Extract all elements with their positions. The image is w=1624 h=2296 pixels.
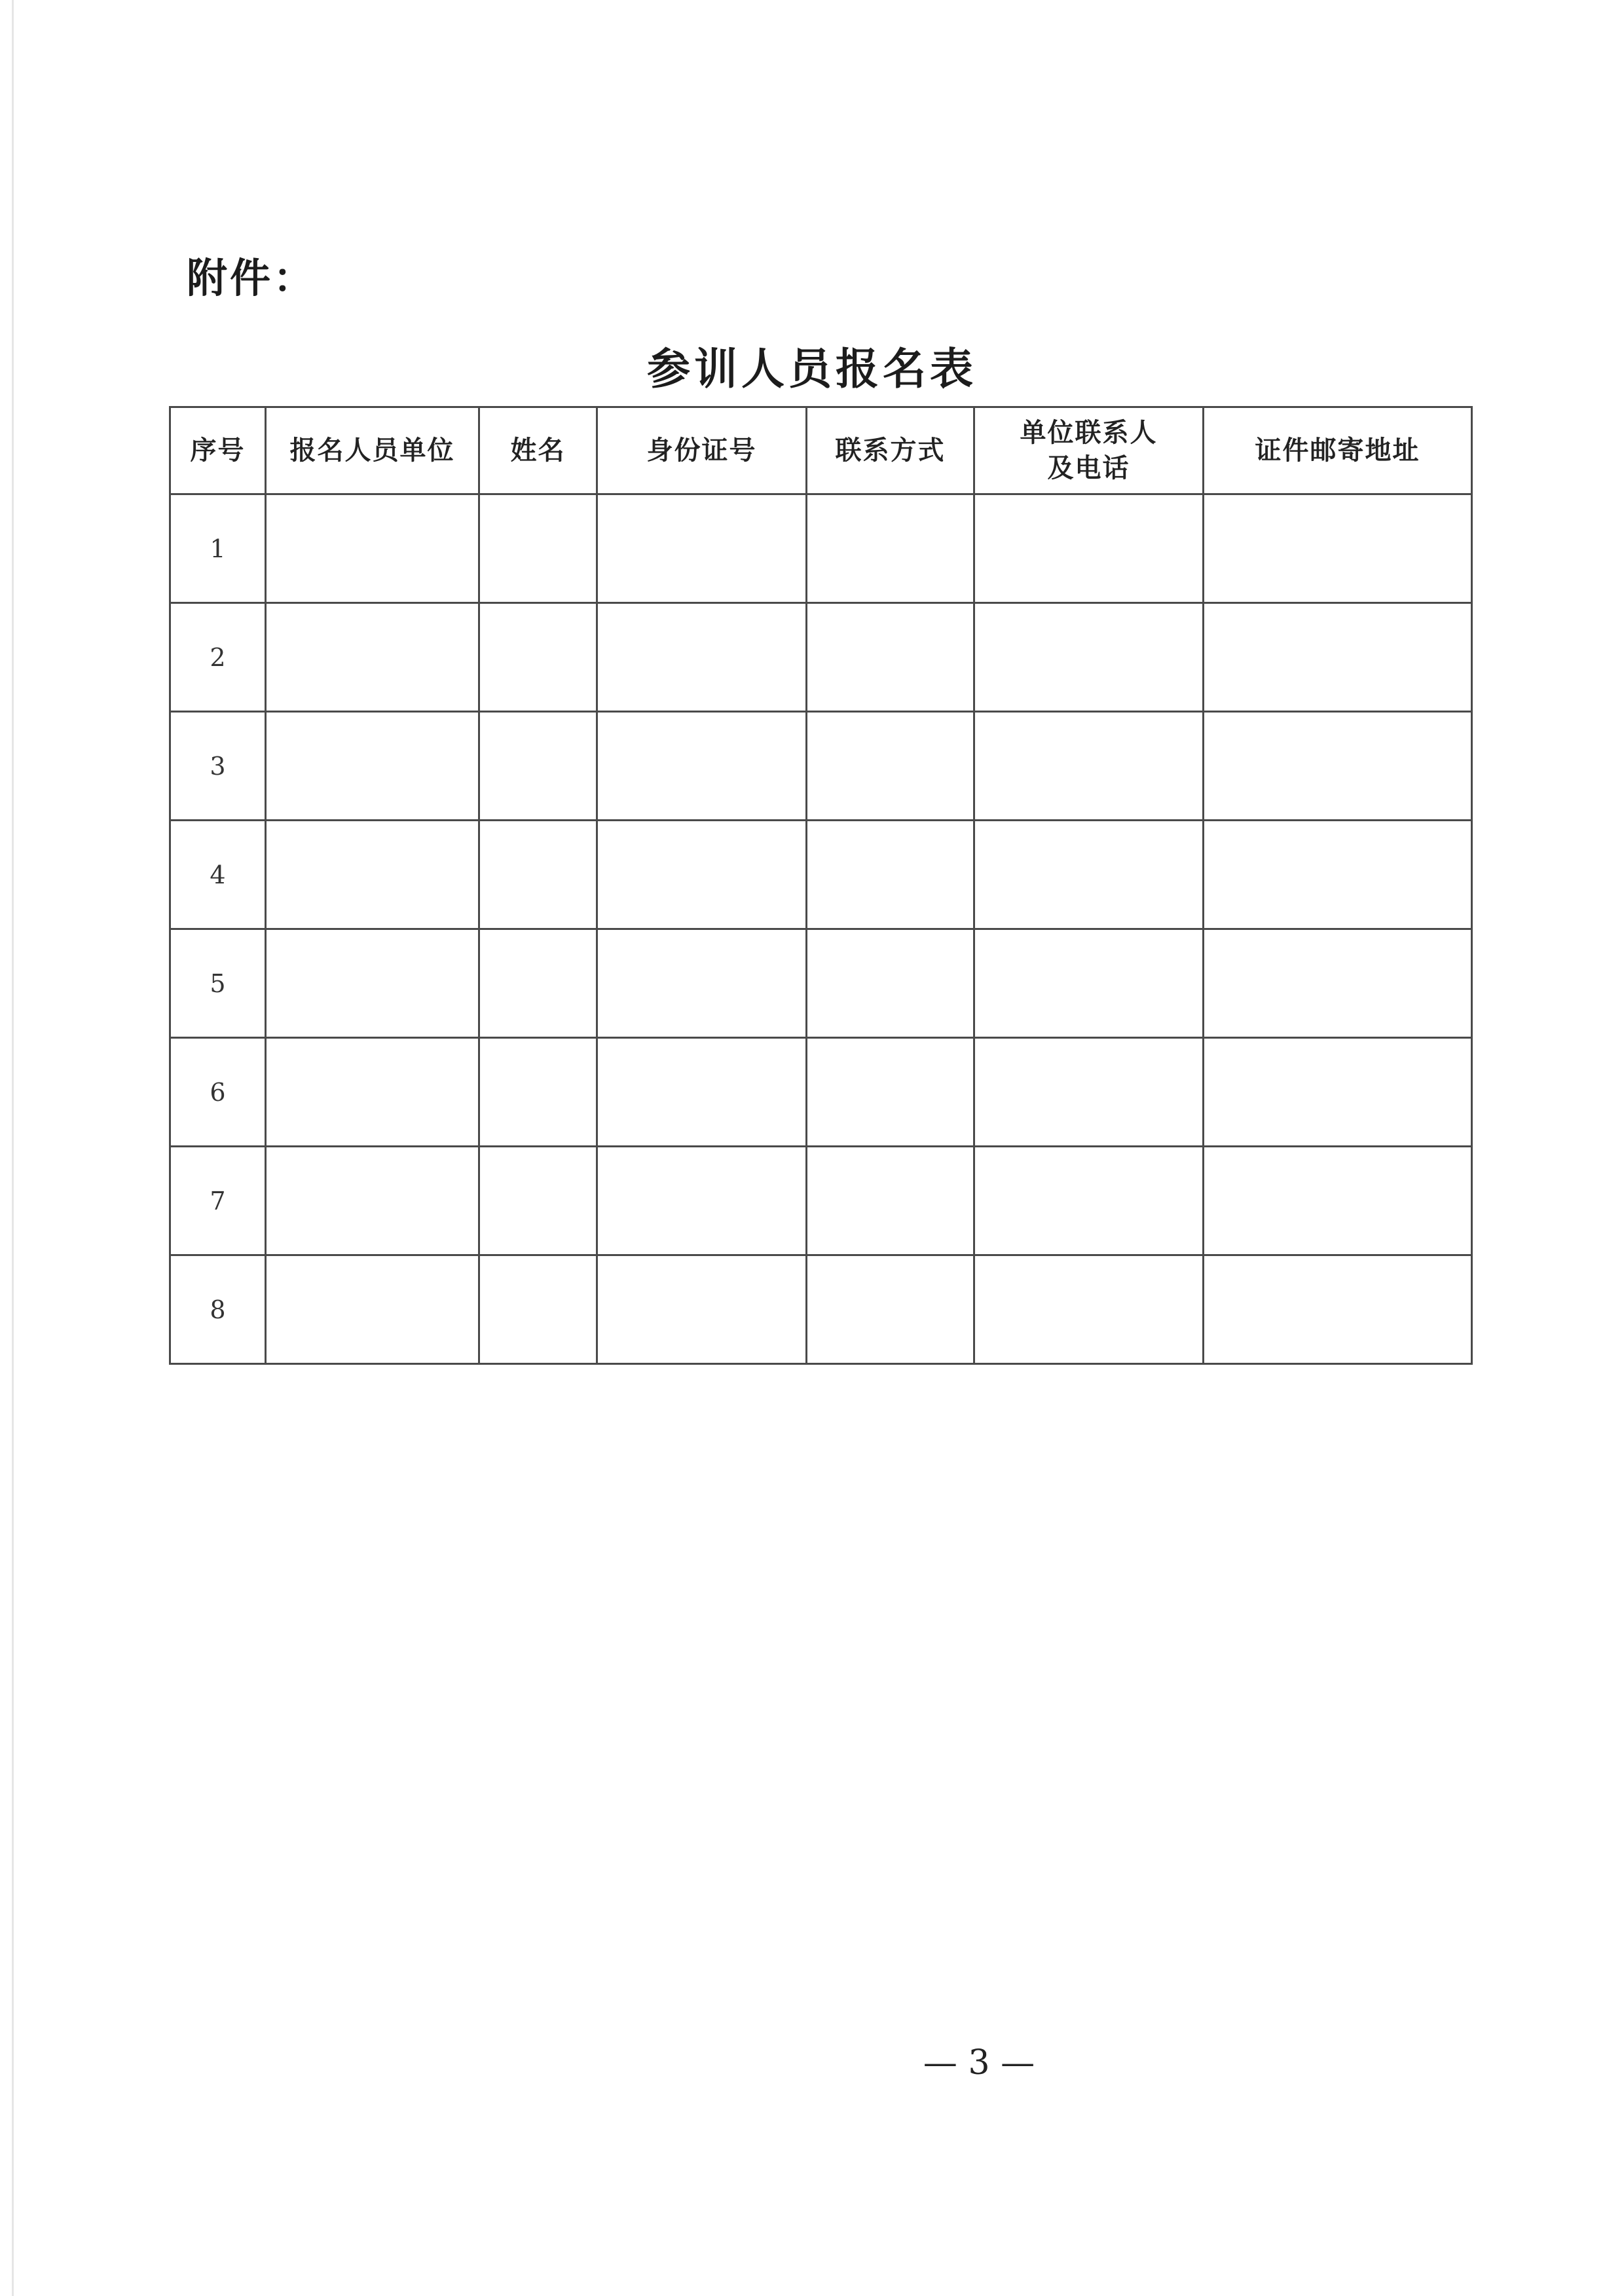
table-row: [170, 1255, 1472, 1364]
contact-cell[interactable]: [807, 929, 974, 1038]
mailing-address-cell[interactable]: [1204, 821, 1472, 929]
id-number-cell[interactable]: [597, 603, 807, 712]
table-row: [170, 821, 1472, 929]
row-index-cell: 3: [170, 712, 266, 821]
contact-cell[interactable]: [807, 821, 974, 929]
unit-contact-cell[interactable]: [974, 821, 1204, 929]
unit-contact-cell[interactable]: [974, 712, 1204, 821]
mailing-address-cell[interactable]: [1204, 929, 1472, 1038]
row-index-cell: 4: [170, 821, 266, 929]
table-row: [170, 494, 1472, 603]
contact-cell[interactable]: [807, 1147, 974, 1255]
id-number-cell[interactable]: [597, 494, 807, 603]
name-cell[interactable]: [479, 821, 597, 929]
mailing-address-cell[interactable]: [1204, 494, 1472, 603]
mailing-address-cell[interactable]: [1204, 603, 1472, 712]
name-cell[interactable]: [479, 494, 597, 603]
name-cell[interactable]: [479, 603, 597, 712]
unit-contact-cell[interactable]: [974, 1255, 1204, 1364]
table-row: [170, 929, 1472, 1038]
name-cell[interactable]: [479, 929, 597, 1038]
name-cell[interactable]: [479, 1147, 597, 1255]
unit-contact-cell[interactable]: [974, 1038, 1204, 1147]
header-line: 报名人员单位: [289, 435, 455, 466]
id-number-cell[interactable]: [597, 821, 807, 929]
row-index-cell: 7: [170, 1147, 266, 1255]
name-cell[interactable]: [479, 712, 597, 821]
table-row: [170, 1038, 1472, 1147]
id-number-cell[interactable]: [597, 1038, 807, 1147]
header-index: [170, 407, 266, 494]
header-line: 序号: [190, 435, 246, 466]
header-contact: [807, 407, 974, 494]
contact-cell[interactable]: [807, 603, 974, 712]
mailing-address-cell[interactable]: [1204, 1038, 1472, 1147]
id-number-cell[interactable]: [597, 1147, 807, 1255]
page-number: — 3 —: [923, 2043, 1035, 2083]
name-cell[interactable]: [479, 1255, 597, 1364]
contact-cell[interactable]: [807, 1038, 974, 1147]
header-unit-contact: [974, 407, 1204, 494]
header-line: 姓名: [510, 435, 566, 466]
mailing-address-cell[interactable]: [1204, 1147, 1472, 1255]
unit-cell[interactable]: [266, 929, 479, 1038]
unit-cell[interactable]: [266, 1038, 479, 1147]
unit-cell[interactable]: [266, 821, 479, 929]
header-line: 身份证号: [646, 435, 757, 466]
mailing-address-cell[interactable]: [1204, 712, 1472, 821]
header-line: 及电话: [1047, 453, 1130, 483]
unit-cell[interactable]: [266, 1147, 479, 1255]
unit-cell[interactable]: [266, 603, 479, 712]
header-line: 联系方式: [835, 435, 946, 466]
unit-cell[interactable]: [266, 1255, 479, 1364]
contact-cell[interactable]: [807, 494, 974, 603]
registration-table: [169, 406, 1473, 1365]
row-index-cell: 2: [170, 603, 266, 712]
table-row: [170, 603, 1472, 712]
header-name: [479, 407, 597, 494]
row-index-cell: 5: [170, 929, 266, 1038]
unit-contact-cell[interactable]: [974, 494, 1204, 603]
header-unit: [266, 407, 479, 494]
table-row: [170, 712, 1472, 821]
name-cell[interactable]: [479, 1038, 597, 1147]
table-body: [170, 494, 1472, 1364]
id-number-cell[interactable]: [597, 929, 807, 1038]
header-id-number: [597, 407, 807, 494]
row-index-cell: 8: [170, 1255, 266, 1364]
unit-contact-cell[interactable]: [974, 1147, 1204, 1255]
table-row: [170, 1147, 1472, 1255]
contact-cell[interactable]: [807, 1255, 974, 1364]
contact-cell[interactable]: [807, 712, 974, 821]
id-number-cell[interactable]: [597, 1255, 807, 1364]
header-line: 单位联系人: [1020, 418, 1158, 448]
table-header-row: [170, 407, 1472, 494]
form-title: 参训人员报名表: [647, 344, 977, 394]
unit-contact-cell[interactable]: [974, 603, 1204, 712]
id-number-cell[interactable]: [597, 712, 807, 821]
row-index-cell: 1: [170, 494, 266, 603]
unit-contact-cell[interactable]: [974, 929, 1204, 1038]
mailing-address-cell[interactable]: [1204, 1255, 1472, 1364]
unit-cell[interactable]: [266, 712, 479, 821]
attachment-label: 附件：: [187, 254, 317, 302]
unit-cell[interactable]: [266, 494, 479, 603]
header-mailing-address: [1204, 407, 1472, 494]
header-line: 证件邮寄地址: [1255, 435, 1420, 466]
row-index-cell: 6: [170, 1038, 266, 1147]
